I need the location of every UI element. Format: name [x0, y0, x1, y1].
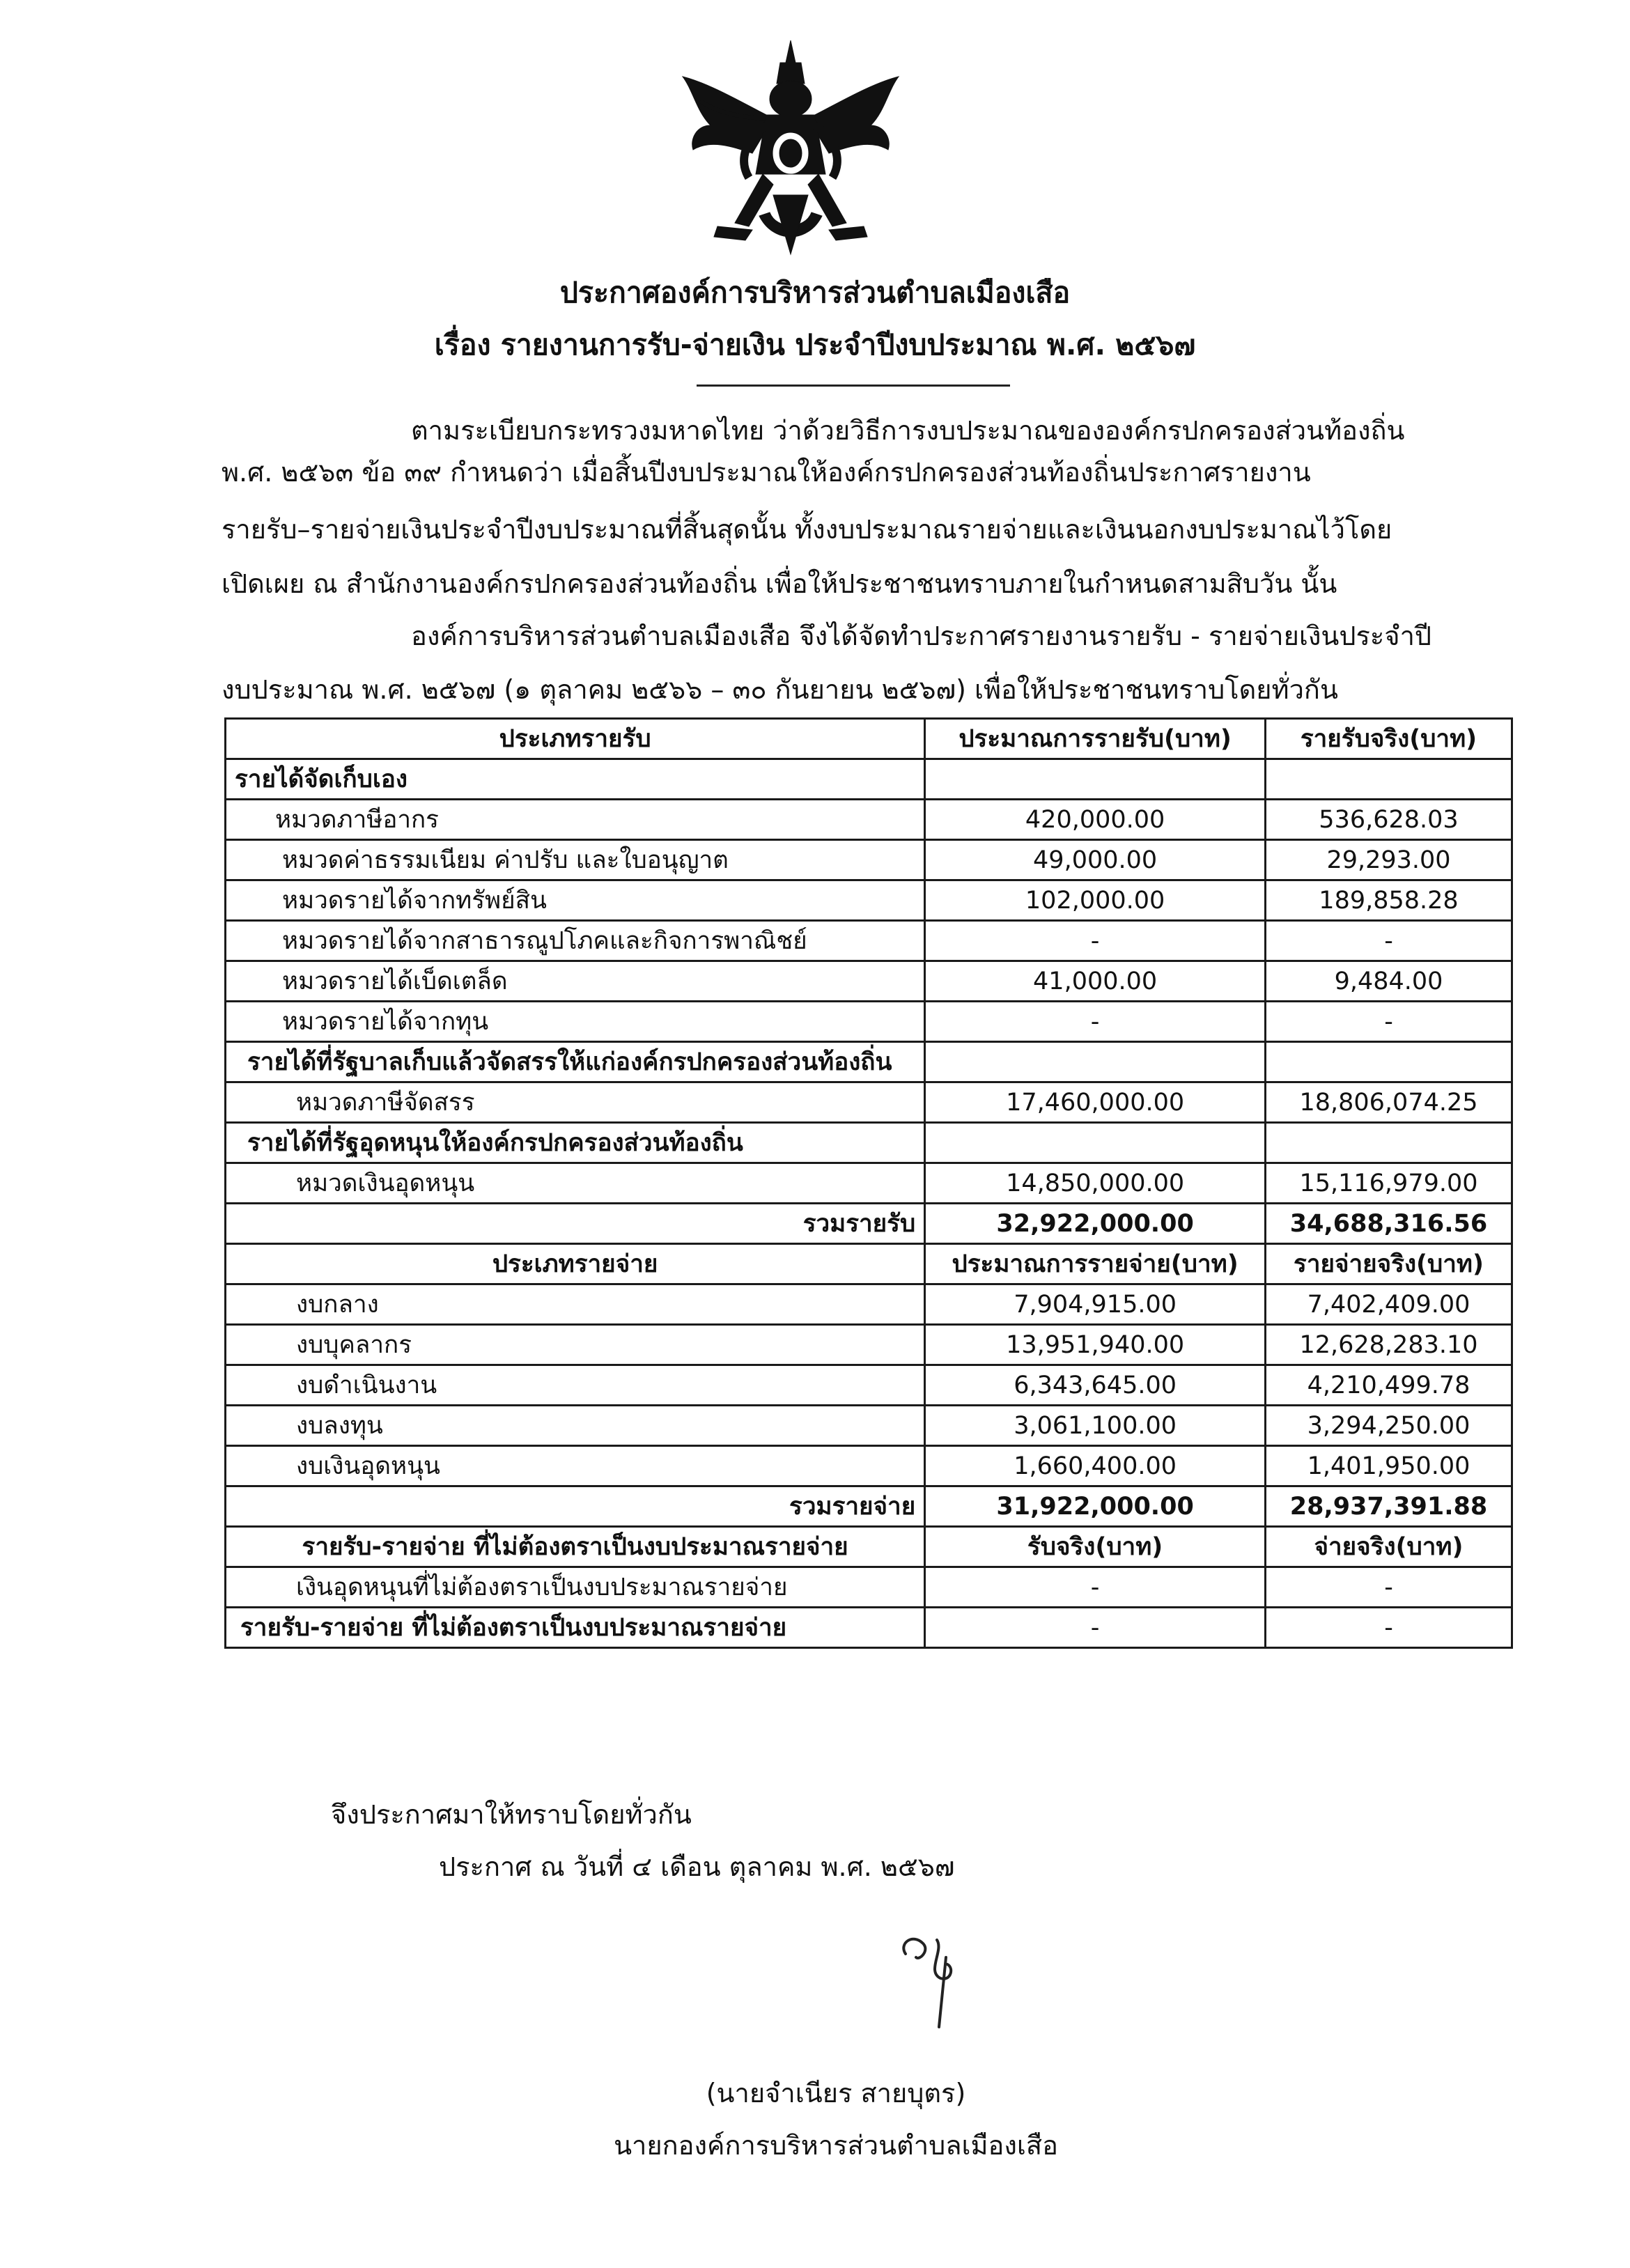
table-row: [226, 1567, 1512, 1608]
table-row: [226, 1042, 1512, 1082]
table-row: [226, 800, 1512, 840]
expense-row-estimate: 1,660,400.00: [925, 1446, 1266, 1486]
income-row-label: หมวดรายได้จากทุน: [226, 1002, 925, 1042]
signer-position: นายกองค์การบริหารส่วนตำบลเมืองเสือ: [614, 2130, 1058, 2161]
offbudget-total-label: รายรับ-รายจ่าย ที่ไม่ต้องตราเป็นงบประมาณรายจ่าย: [226, 1608, 925, 1648]
income-row-label: หมวดค่าธรรมเนียม ค่าปรับ และใบอนุญาต: [226, 840, 925, 880]
expense-row-actual: 7,402,409.00: [1266, 1284, 1512, 1325]
closing-notice: จึงประกาศมาให้ทราบโดยทั่วกัน: [331, 1799, 692, 1830]
expense-total-estimate: 31,922,000.00: [925, 1486, 1266, 1527]
offbudget-paid-header: จ่ายจริง(บาท): [1266, 1527, 1512, 1567]
expense-row-label: งบกลาง: [226, 1284, 925, 1325]
table-row: [226, 1123, 1512, 1163]
income-row-actual: 29,293.00: [1266, 840, 1512, 880]
income-expense-table: [224, 717, 1513, 1649]
title-divider: [697, 385, 1010, 387]
body-line-2: พ.ศ. ๒๕๖๓ ข้อ ๓๙ กำหนดว่า เมื่อสิ้นปีงบประมาณให้องค์กรปกครองส่วนท้องถิ่นประกาศรายงาน: [222, 457, 1311, 488]
empty-cell: [1266, 1123, 1512, 1163]
table-row: [226, 961, 1512, 1002]
empty-cell: [925, 759, 1266, 800]
offbudget-header-row: [226, 1527, 1512, 1567]
body-line-3: รายรับ–รายจ่ายเงินประจำปีงบประมาณที่สิ้นสุดนั้น ทั้งงบประมาณรายจ่ายและเงินนอกงบประมาณไว้โดย: [222, 514, 1392, 545]
income-total-estimate: 32,922,000.00: [925, 1204, 1266, 1244]
income-row-actual: 9,484.00: [1266, 961, 1512, 1002]
income-group-label: รายได้จัดเก็บเอง: [226, 759, 925, 800]
income-row-estimate: 420,000.00: [925, 800, 1266, 840]
expense-row-label: งบลงทุน: [226, 1406, 925, 1446]
table-row: [226, 1082, 1512, 1123]
expense-row-actual: 4,210,499.78: [1266, 1365, 1512, 1406]
expense-row-estimate: 6,343,645.00: [925, 1365, 1266, 1406]
table-row: [226, 921, 1512, 961]
income-row-actual: 15,116,979.00: [1266, 1163, 1512, 1204]
income-row-label: หมวดภาษีอากร: [226, 800, 925, 840]
income-row-estimate: 17,460,000.00: [925, 1082, 1266, 1123]
document-subject: เรื่อง รายงานการรับ-จ่ายเงิน ประจำปีงบประมาณ พ.ศ. ๒๕๖๗: [434, 328, 1196, 362]
offbudget-row-label: เงินอุดหนุนที่ไม่ต้องตราเป็นงบประมาณรายจ่าย: [226, 1567, 925, 1608]
income-row-label: หมวดเงินอุดหนุน: [226, 1163, 925, 1204]
garuda-emblem-icon: [669, 35, 913, 258]
income-row-label: หมวดรายได้เบ็ดเตล็ด: [226, 961, 925, 1002]
expense-total-label: รวมรายจ่าย: [226, 1486, 925, 1527]
income-type-header: ประเภทรายรับ: [226, 719, 925, 759]
income-row-actual: -: [1266, 1002, 1512, 1042]
offbudget-row-received: -: [925, 1567, 1266, 1608]
expense-row-estimate: 7,904,915.00: [925, 1284, 1266, 1325]
table-row: [226, 1365, 1512, 1406]
signature-icon: [885, 1929, 982, 2034]
offbudget-received-header: รับจริง(บาท): [925, 1527, 1266, 1567]
expense-row-label: งบดำเนินงาน: [226, 1365, 925, 1406]
offbudget-type-header: รายรับ-รายจ่าย ที่ไม่ต้องตราเป็นงบประมาณรายจ่าย: [226, 1527, 925, 1567]
income-estimate-header: ประมาณการรายรับ(บาท): [925, 719, 1266, 759]
income-row-actual: -: [1266, 921, 1512, 961]
offbudget-total-paid: -: [1266, 1608, 1512, 1648]
income-header-row: [226, 719, 1512, 759]
table-row: [226, 1446, 1512, 1486]
offbudget-total-received: -: [925, 1608, 1266, 1648]
expense-total-actual: 28,937,391.88: [1266, 1486, 1512, 1527]
expense-row-actual: 12,628,283.10: [1266, 1325, 1512, 1365]
income-total-label: รวมรายรับ: [226, 1204, 925, 1244]
table-row: [226, 1325, 1512, 1365]
expense-row-label: งบบุคลากร: [226, 1325, 925, 1365]
signer-name: (นายจำเนียร สายบุตร): [706, 2078, 966, 2108]
empty-cell: [925, 1123, 1266, 1163]
income-row-actual: 18,806,074.25: [1266, 1082, 1512, 1123]
table-row: [226, 840, 1512, 880]
income-total-actual: 34,688,316.56: [1266, 1204, 1512, 1244]
expense-row-estimate: 13,951,940.00: [925, 1325, 1266, 1365]
income-row-label: หมวดรายได้จากสาธารณูปโภคและกิจการพาณิชย์: [226, 921, 925, 961]
income-row-estimate: 41,000.00: [925, 961, 1266, 1002]
announcement-date: ประกาศ ณ วันที่ ๔ เดือน ตุลาคม พ.ศ. ๒๕๖๗: [439, 1851, 955, 1882]
empty-cell: [1266, 759, 1512, 800]
income-group-label: รายได้ที่รัฐอุดหนุนให้องค์กรปกครองส่วนท้องถิ่น: [226, 1123, 925, 1163]
offbudget-total-row: [226, 1608, 1512, 1648]
document-title: ประกาศองค์การบริหารส่วนตำบลเมืองเสือ: [559, 276, 1071, 309]
income-row-estimate: 49,000.00: [925, 840, 1266, 880]
income-row-estimate: 102,000.00: [925, 880, 1266, 921]
expense-estimate-header: ประมาณการรายจ่าย(บาท): [925, 1244, 1266, 1284]
expense-header-row: [226, 1244, 1512, 1284]
income-row-estimate: -: [925, 1002, 1266, 1042]
offbudget-row-paid: -: [1266, 1567, 1512, 1608]
body-line-6: งบประมาณ พ.ศ. ๒๕๖๗ (๑ ตุลาคม ๒๕๖๖ – ๓๐ กันยายน ๒๕๖๗) เพื่อให้ประชาชนทราบโดยทั่วกัน: [222, 674, 1338, 705]
income-row-actual: 536,628.03: [1266, 800, 1512, 840]
income-row-label: หมวดภาษีจัดสรร: [226, 1082, 925, 1123]
expense-actual-header: รายจ่ายจริง(บาท): [1266, 1244, 1512, 1284]
expense-total-row: [226, 1486, 1512, 1527]
income-row-estimate: 14,850,000.00: [925, 1163, 1266, 1204]
expense-row-label: งบเงินอุดหนุน: [226, 1446, 925, 1486]
table-row: [226, 1284, 1512, 1325]
income-group-label: รายได้ที่รัฐบาลเก็บแล้วจัดสรรให้แก่องค์กรปกครองส่วนท้องถิ่น: [226, 1042, 925, 1082]
empty-cell: [925, 1042, 1266, 1082]
body-line-5: องค์การบริหารส่วนตำบลเมืองเสือ จึงได้จัดทำประกาศรายงานรายรับ - รายจ่ายเงินประจำปี: [411, 621, 1432, 651]
empty-cell: [1266, 1042, 1512, 1082]
table-row: [226, 759, 1512, 800]
expense-type-header: ประเภทรายจ่าย: [226, 1244, 925, 1284]
income-row-actual: 189,858.28: [1266, 880, 1512, 921]
expense-row-estimate: 3,061,100.00: [925, 1406, 1266, 1446]
table-row: [226, 1002, 1512, 1042]
table-row: [226, 880, 1512, 921]
table-row: [226, 1163, 1512, 1204]
expense-row-actual: 3,294,250.00: [1266, 1406, 1512, 1446]
income-row-estimate: -: [925, 921, 1266, 961]
expense-row-actual: 1,401,950.00: [1266, 1446, 1512, 1486]
body-line-1: ตามระเบียบกระทรวงมหาดไทย ว่าด้วยวิธีการงบประมาณขององค์กรปกครองส่วนท้องถิ่น: [411, 415, 1405, 446]
income-row-label: หมวดรายได้จากทรัพย์สิน: [226, 880, 925, 921]
income-total-row: [226, 1204, 1512, 1244]
table-row: [226, 1406, 1512, 1446]
body-line-4: เปิดเผย ณ สำนักงานองค์กรปกครองส่วนท้องถิ่น เพื่อให้ประชาชนทราบภายในกำหนดสามสิบวัน นั้น: [222, 568, 1337, 599]
income-actual-header: รายรับจริง(บาท): [1266, 719, 1512, 759]
